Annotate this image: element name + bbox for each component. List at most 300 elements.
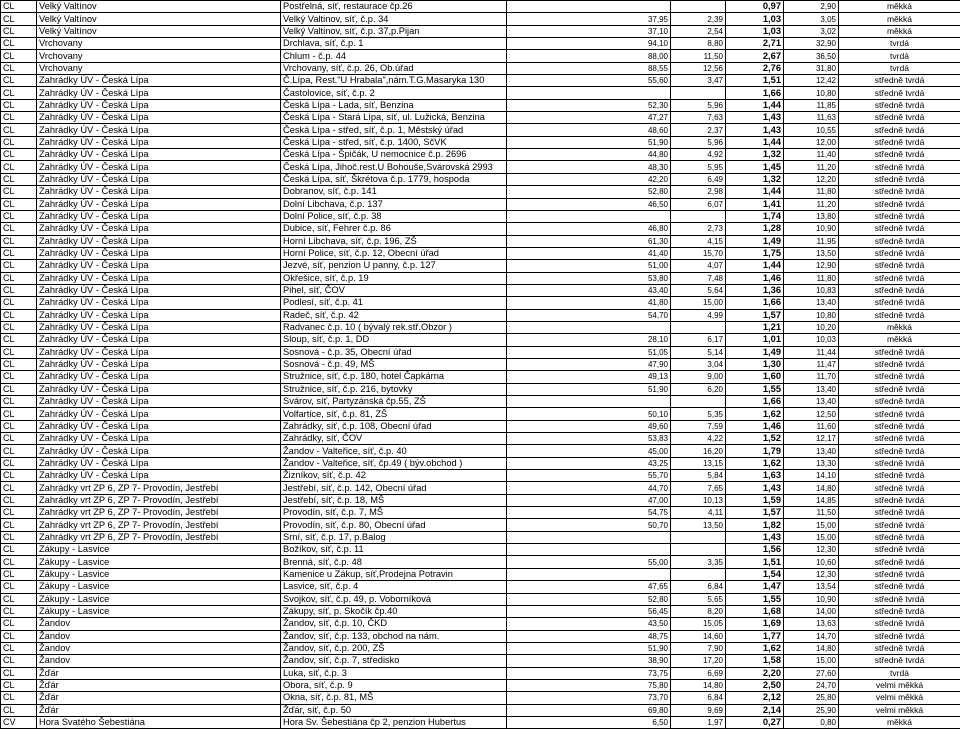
water-source-cell: Zahrádky ÚV - Česká Lípa [37,433,281,445]
district-cell: CL [1,75,37,87]
hardness-grade-cell: středně tvrdá [839,556,960,568]
water-source-cell: Zahrádky ÚV - Česká Lípa [37,371,281,383]
hardness-dh-cell: 14,70 [784,630,839,642]
value-2-cell: 7,59 [671,420,726,432]
hardness-grade-cell: středně tvrdá [839,371,960,383]
hardness-mmol-cell: 1,03 [726,13,784,25]
water-source-cell: Žandov [37,642,281,654]
sampling-point-cell: Božíkov, síť, č.p. 11 [281,544,507,556]
water-source-cell: Zákupy - Lasvice [37,593,281,605]
value-1-cell [507,568,671,580]
value-1-cell: 41,80 [507,297,671,309]
table-row [1,482,960,494]
table-row [1,433,960,445]
value-1-cell: 43,50 [507,618,671,630]
hardness-dh-cell: 32,90 [784,38,839,50]
hardness-dh-cell: 10,20 [784,321,839,333]
water-source-cell: Zahrádky ÚV - Česká Lípa [37,309,281,321]
sampling-point-cell: Dubice, síť, Fehrer č.p. 86 [281,223,507,235]
sampling-point-cell: Pihel, síť, ČOV [281,284,507,296]
table-row [1,470,960,482]
sampling-point-cell: Sosnová - č.p. 49, MŠ [281,358,507,370]
table-row [1,507,960,519]
hardness-mmol-cell: 2,50 [726,679,784,691]
table-row [1,544,960,556]
table-row [1,50,960,62]
district-cell: CL [1,593,37,605]
table-row [1,87,960,99]
value-2-cell [671,544,726,556]
table-row [1,630,960,642]
sampling-point-cell: Žandov, síť, č.p. 7, středisko [281,655,507,667]
district-cell: CL [1,371,37,383]
value-2-cell: 2,98 [671,186,726,198]
district-cell: CL [1,433,37,445]
hardness-dh-cell: 2,90 [784,1,839,13]
value-1-cell: 56,45 [507,605,671,617]
value-1-cell: 47,27 [507,112,671,124]
value-1-cell: 42,20 [507,173,671,185]
hardness-grade-cell: tvrdá [839,50,960,62]
district-cell: CL [1,667,37,679]
value-1-cell: 51,90 [507,383,671,395]
sampling-point-cell: Luka, síť, č.p. 3 [281,667,507,679]
hardness-mmol-cell: 1,28 [726,223,784,235]
value-2-cell [671,87,726,99]
value-2-cell: 9,69 [671,704,726,716]
hardness-dh-cell: 12,20 [784,173,839,185]
hardness-grade-cell: středně tvrdá [839,186,960,198]
water-source-cell: Zahrádky ÚV - Česká Lípa [37,87,281,99]
table-row [1,297,960,309]
water-source-cell: Zahrádky vrt ZP 6, ZP 7- Provodín, Jestřebí [37,507,281,519]
sampling-point-cell: Zákupy, síť, p. Skočík čp.40 [281,605,507,617]
sampling-point-cell: Volfartice, síť, č.p. 81, ZŠ [281,408,507,420]
water-source-cell: Zahrádky ÚV - Česká Lípa [37,235,281,247]
value-2-cell: 2,54 [671,25,726,37]
sampling-point-cell: Česká Lípa - Špičák, U nemocnice č.p. 2696 [281,149,507,161]
hardness-grade-cell: velmi měkká [839,704,960,716]
hardness-mmol-cell: 2,71 [726,38,784,50]
district-cell: CV [1,716,37,728]
hardness-dh-cell: 36,50 [784,50,839,62]
water-source-cell: Žďár [37,667,281,679]
hardness-grade-cell: středně tvrdá [839,494,960,506]
hardness-grade-cell: středně tvrdá [839,124,960,136]
water-source-cell: Zahrádky ÚV - Česká Lípa [37,445,281,457]
value-1-cell: 47,00 [507,494,671,506]
table-row [1,371,960,383]
sampling-point-cell: Žďár, síť, č.p. 50 [281,704,507,716]
value-2-cell: 6,49 [671,173,726,185]
water-source-cell: Žďár [37,692,281,704]
sampling-point-cell: Vrchovany, síť, č.p. 26, Ob.úřad [281,62,507,74]
district-cell: CL [1,445,37,457]
value-1-cell: 54,75 [507,507,671,519]
table-row [1,346,960,358]
value-1-cell: 94,10 [507,38,671,50]
hardness-dh-cell: 12,17 [784,433,839,445]
hardness-dh-cell: 13,40 [784,383,839,395]
table-row [1,223,960,235]
table-row [1,198,960,210]
hardness-mmol-cell: 1,62 [726,642,784,654]
hardness-grade-cell: středně tvrdá [839,173,960,185]
value-2-cell: 4,07 [671,260,726,272]
hardness-mmol-cell: 0,97 [726,1,784,13]
district-cell: CL [1,124,37,136]
table-row [1,396,960,408]
hardness-mmol-cell: 1,01 [726,334,784,346]
district-cell: CL [1,247,37,259]
value-2-cell: 13,15 [671,457,726,469]
table-row [1,494,960,506]
value-1-cell: 43,25 [507,457,671,469]
value-2-cell: 10,13 [671,494,726,506]
water-source-cell: Zahrádky ÚV - Česká Lípa [37,297,281,309]
hardness-mmol-cell: 2,20 [726,667,784,679]
hardness-dh-cell: 11,95 [784,235,839,247]
water-source-cell: Zahrádky ÚV - Česká Lípa [37,408,281,420]
sampling-point-cell: Žandov, síť, č.p. 133, obchod na nám. [281,630,507,642]
value-2-cell: 4,11 [671,507,726,519]
hardness-mmol-cell: 2,76 [726,62,784,74]
hardness-grade-cell: velmi měkká [839,679,960,691]
water-source-cell: Žandov [37,618,281,630]
value-2-cell: 6,07 [671,198,726,210]
district-cell: CL [1,630,37,642]
hardness-mmol-cell: 1,46 [726,272,784,284]
table-row [1,210,960,222]
district-cell: CL [1,679,37,691]
district-cell: CL [1,25,37,37]
hardness-mmol-cell: 1,57 [726,309,784,321]
value-2-cell: 12,56 [671,62,726,74]
hardness-grade-cell: středně tvrdá [839,247,960,259]
value-1-cell: 50,10 [507,408,671,420]
value-1-cell: 46,50 [507,198,671,210]
table-row [1,124,960,136]
hardness-grade-cell: středně tvrdá [839,630,960,642]
table-row [1,383,960,395]
hardness-grade-cell: měkká [839,1,960,13]
table-row [1,1,960,13]
hardness-grade-cell: středně tvrdá [839,99,960,111]
value-2-cell: 8,80 [671,38,726,50]
district-cell: CL [1,173,37,185]
district-cell: CL [1,284,37,296]
value-2-cell: 17,20 [671,655,726,667]
table-row [1,321,960,333]
value-1-cell: 46,80 [507,223,671,235]
value-2-cell: 3,04 [671,358,726,370]
table-row [1,642,960,654]
hardness-dh-cell: 12,42 [784,75,839,87]
hardness-dh-cell: 3,05 [784,13,839,25]
table-row [1,581,960,593]
hardness-dh-cell: 13,40 [784,396,839,408]
water-source-cell: Zahrádky ÚV - Česká Lípa [37,173,281,185]
water-source-cell: Vrchovany [37,50,281,62]
district-cell: CL [1,198,37,210]
hardness-dh-cell: 14,10 [784,470,839,482]
water-source-cell: Zahrádky ÚV - Česká Lípa [37,457,281,469]
value-1-cell: 45,00 [507,445,671,457]
hardness-mmol-cell: 1,60 [726,371,784,383]
hardness-dh-cell: 10,03 [784,334,839,346]
hardness-mmol-cell: 1,41 [726,198,784,210]
sampling-point-cell: Postřelná, síť, restaurace čp.26 [281,1,507,13]
hardness-dh-cell: 10,80 [784,309,839,321]
value-2-cell: 6,17 [671,334,726,346]
sampling-point-cell: Radvanec č.p. 10 ( bývalý rek.stř.Obzor ) [281,321,507,333]
hardness-mmol-cell: 2,12 [726,692,784,704]
table-row [1,556,960,568]
sampling-point-cell: Srní, síť, č.p. 17, p.Balog [281,531,507,543]
sampling-point-cell: Svojkov, síť, č.p. 49, p. Voborníková [281,593,507,605]
sampling-point-cell: Lasvice, síť, č.p. 4 [281,581,507,593]
district-cell: CL [1,507,37,519]
table-row [1,519,960,531]
hardness-grade-cell: středně tvrdá [839,519,960,531]
table-row [1,235,960,247]
hardness-dh-cell: 15,00 [784,655,839,667]
hardness-grade-cell: středně tvrdá [839,346,960,358]
hardness-mmol-cell: 1,62 [726,408,784,420]
district-cell: CL [1,544,37,556]
sampling-point-cell: Česká Lípa - střed, síť, č.p. 1400, SčVK [281,136,507,148]
hardness-grade-cell: středně tvrdá [839,642,960,654]
value-2-cell [671,1,726,13]
hardness-grade-cell: středně tvrdá [839,149,960,161]
hardness-mmol-cell: 1,44 [726,186,784,198]
value-2-cell: 4,22 [671,433,726,445]
sampling-point-cell: Provodín, síť, č.p. 7, MŠ [281,507,507,519]
hardness-mmol-cell: 1,30 [726,358,784,370]
water-source-cell: Zahrádky ÚV - Česká Lípa [37,198,281,210]
value-1-cell: 44,80 [507,149,671,161]
district-cell: CL [1,556,37,568]
district-cell: CL [1,87,37,99]
value-1-cell: 47,65 [507,581,671,593]
hardness-mmol-cell: 1,58 [726,655,784,667]
value-2-cell: 5,96 [671,136,726,148]
table-row [1,358,960,370]
value-1-cell: 88,00 [507,50,671,62]
hardness-dh-cell: 13,50 [784,247,839,259]
value-1-cell: 48,30 [507,161,671,173]
hardness-grade-cell: středně tvrdá [839,396,960,408]
hardness-grade-cell: středně tvrdá [839,198,960,210]
hardness-grade-cell: středně tvrdá [839,507,960,519]
value-2-cell: 7,63 [671,112,726,124]
sampling-point-cell: Česká Lípa - Stará Lípa, síť, ul. Lužická, Benzina [281,112,507,124]
hardness-grade-cell: středně tvrdá [839,87,960,99]
hardness-dh-cell: 10,80 [784,87,839,99]
water-source-cell: Hora Svatého Šebestiána [37,716,281,728]
value-2-cell: 5,96 [671,99,726,111]
water-source-cell: Zákupy - Lasvice [37,544,281,556]
value-1-cell: 73,75 [507,667,671,679]
value-1-cell: 88,55 [507,62,671,74]
hardness-mmol-cell: 1,75 [726,247,784,259]
hardness-grade-cell: středně tvrdá [839,593,960,605]
hardness-dh-cell: 13,40 [784,297,839,309]
table-row [1,408,960,420]
water-source-cell: Zahrádky ÚV - Česká Lípa [37,149,281,161]
hardness-grade-cell: středně tvrdá [839,136,960,148]
value-2-cell: 13,50 [671,519,726,531]
hardness-mmol-cell: 1,45 [726,161,784,173]
district-cell: CL [1,260,37,272]
hardness-mmol-cell: 1,43 [726,531,784,543]
value-2-cell: 4,15 [671,235,726,247]
hardness-dh-cell: 10,90 [784,223,839,235]
hardness-mmol-cell: 1,52 [726,433,784,445]
water-source-cell: Velký Valtínov [37,13,281,25]
value-1-cell: 6,50 [507,716,671,728]
district-cell: CL [1,346,37,358]
district-cell: CL [1,1,37,13]
hardness-grade-cell: středně tvrdá [839,531,960,543]
sampling-point-cell: Častolovice, síť, č.p. 2 [281,87,507,99]
district-cell: CL [1,136,37,148]
sampling-point-cell: Chlum - č.p. 44 [281,50,507,62]
sampling-point-cell: Kamenice u Zákup, síť,Prodejna Potravin [281,568,507,580]
value-2-cell: 5,14 [671,346,726,358]
hardness-mmol-cell: 1,82 [726,519,784,531]
hardness-mmol-cell: 1,47 [726,581,784,593]
value-2-cell: 16,20 [671,445,726,457]
water-source-cell: Vrchovany [37,62,281,74]
value-1-cell [507,544,671,556]
district-cell: CL [1,112,37,124]
value-2-cell: 5,84 [671,470,726,482]
sampling-point-cell: Sloup, síť, č.p. 1, DD [281,334,507,346]
value-1-cell: 51,00 [507,260,671,272]
value-2-cell: 7,48 [671,272,726,284]
hardness-grade-cell: středně tvrdá [839,655,960,667]
value-1-cell: 73,70 [507,692,671,704]
table-row [1,75,960,87]
hardness-dh-cell: 12,50 [784,408,839,420]
sampling-point-cell: Stružnice, síť, č.p. 180, hotel Čapkárna [281,371,507,383]
hardness-grade-cell: středně tvrdá [839,457,960,469]
value-2-cell: 6,84 [671,692,726,704]
sampling-point-cell: Dobranov, síť, č.p. 141 [281,186,507,198]
value-2-cell: 2,39 [671,13,726,25]
table-row [1,272,960,284]
table-row [1,309,960,321]
district-cell: CL [1,396,37,408]
hardness-dh-cell: 11,80 [784,272,839,284]
value-1-cell: 75,80 [507,679,671,691]
hardness-grade-cell: středně tvrdá [839,272,960,284]
water-source-cell: Zahrádky ÚV - Česká Lípa [37,99,281,111]
water-source-cell: Zahrádky ÚV - Česká Lípa [37,210,281,222]
value-2-cell: 6,20 [671,383,726,395]
sampling-point-cell: Podlesí, síť, č.p. 41 [281,297,507,309]
value-2-cell: 15,70 [671,247,726,259]
hardness-grade-cell: středně tvrdá [839,161,960,173]
sampling-point-cell: Dolní Police, síť, č.p. 38 [281,210,507,222]
sampling-point-cell: Svárov, síť, Partyzánská čp.55, ZŠ [281,396,507,408]
sampling-point-cell: Česká Lípa, síť, Škrétova č.p. 1779, hospoda [281,173,507,185]
table-row [1,593,960,605]
hardness-grade-cell: středně tvrdá [839,433,960,445]
value-2-cell: 14,80 [671,679,726,691]
hardness-dh-cell: 24,70 [784,679,839,691]
hardness-mmol-cell: 1,54 [726,568,784,580]
sampling-point-cell: Velký Valtinov, síť, č.p. 37,p.Pijan [281,25,507,37]
district-cell: CL [1,581,37,593]
sampling-point-cell: Provodín, síť, č.p. 80, Obecní úřad [281,519,507,531]
water-source-cell: Zahrádky ÚV - Česká Lípa [37,272,281,284]
water-source-cell: Zahrádky ÚV - Česká Lípa [37,284,281,296]
water-source-cell: Zahrádky vrt ZP 6, ZP 7- Provodín, Jestřebí [37,482,281,494]
hardness-grade-cell: středně tvrdá [839,618,960,630]
sampling-point-cell: Zahrádky, síť, č.p. 108, Obecní úřad [281,420,507,432]
hardness-dh-cell: 15,00 [784,519,839,531]
table-row [1,692,960,704]
hardness-grade-cell: středně tvrdá [839,309,960,321]
hardness-grade-cell: tvrdá [839,62,960,74]
sampling-point-cell: Dolní Libchava, č.p. 137 [281,198,507,210]
table-row [1,13,960,25]
water-source-cell: Zahrádky vrt ZP 6, ZP 7- Provodín, Jestřebí [37,494,281,506]
hardness-grade-cell: měkká [839,716,960,728]
value-1-cell: 49,60 [507,420,671,432]
table-row [1,568,960,580]
district-cell: CL [1,568,37,580]
value-1-cell: 53,83 [507,433,671,445]
hardness-dh-cell: 11,20 [784,161,839,173]
hardness-mmol-cell: 1,49 [726,235,784,247]
hardness-dh-cell: 27,60 [784,667,839,679]
district-cell: CL [1,223,37,235]
sampling-point-cell: Stružnice, síť, č.p. 216, bytovky [281,383,507,395]
district-cell: CL [1,272,37,284]
hardness-mmol-cell: 1,03 [726,25,784,37]
hardness-mmol-cell: 1,43 [726,482,784,494]
district-cell: CL [1,482,37,494]
value-2-cell [671,210,726,222]
hardness-dh-cell: 11,60 [784,420,839,432]
value-1-cell: 48,60 [507,124,671,136]
sampling-point-cell: Česká Lípa, Jihoč.rest.U Bohouše,Svárovská 2993 [281,161,507,173]
hardness-mmol-cell: 1,32 [726,149,784,161]
hardness-dh-cell: 25,90 [784,704,839,716]
sampling-point-cell: Žizníkov, síť, č.p. 42 [281,470,507,482]
value-1-cell: 61,30 [507,235,671,247]
value-2-cell: 4,92 [671,149,726,161]
hardness-grade-cell: středně tvrdá [839,408,960,420]
value-1-cell: 28,10 [507,334,671,346]
district-cell: CL [1,642,37,654]
hardness-dh-cell: 12,90 [784,260,839,272]
water-source-cell: Zahrádky ÚV - Česká Lípa [37,383,281,395]
hardness-mmol-cell: 1,55 [726,383,784,395]
hardness-grade-cell: měkká [839,321,960,333]
district-cell: CL [1,38,37,50]
district-cell: CL [1,605,37,617]
value-2-cell: 8,20 [671,605,726,617]
table-row [1,667,960,679]
water-source-cell: Zákupy - Lasvice [37,605,281,617]
water-source-cell: Zahrádky vrt ZP 6, ZP 7- Provodín, Jestřebí [37,519,281,531]
water-source-cell: Zahrádky ÚV - Česká Lípa [37,420,281,432]
value-1-cell [507,1,671,13]
